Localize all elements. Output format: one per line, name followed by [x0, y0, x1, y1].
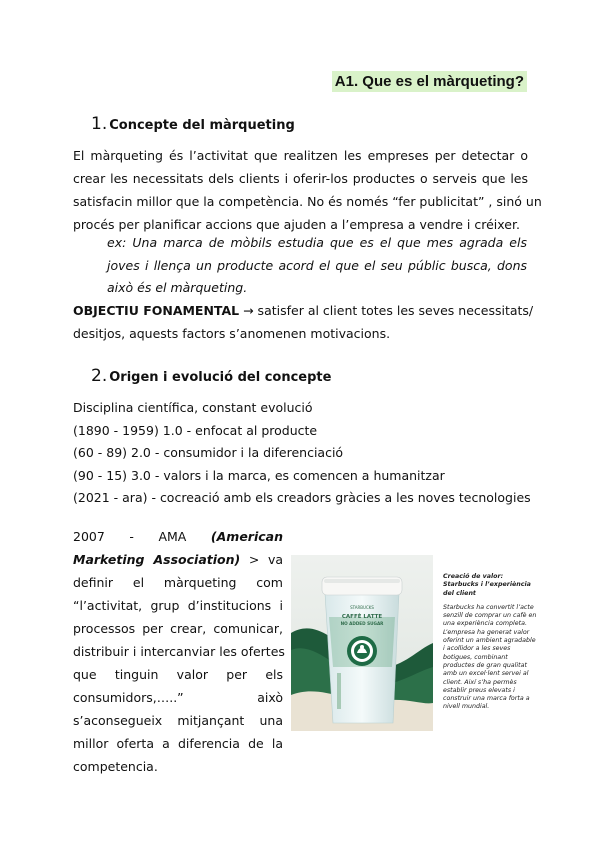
image-caption [443, 573, 538, 712]
ama-line: processos per crear, comunicar, [73, 621, 283, 636]
example-line: això és el màrqueting. [107, 280, 248, 295]
objective-text-1: → satisfer al client totes les seves necessitats/ [239, 303, 534, 318]
para-line: crear les necessitats dels clients i oferir-los productes o serveis que les [73, 171, 528, 186]
objective-label: OBJECTIU FONAMENTAL [73, 303, 240, 318]
section-1-paragraph [73, 144, 542, 236]
section-1-number: 1. [91, 114, 108, 134]
section-1-title: Concepte del màrqueting [109, 118, 295, 133]
caption-title: Creació de valor: Starbucks i l’experiència del client [443, 573, 531, 597]
ama-line [73, 548, 283, 571]
ama-line: millor oferta a diferencia de la [73, 736, 283, 751]
ama-line: “l’activitat, grup d’institucions i [73, 598, 283, 613]
ama-line [73, 525, 283, 548]
ama-bold-1: (American [210, 529, 283, 544]
ama-year-text: 2007 - AMA [73, 529, 211, 544]
page-title: A1. Que es el màrqueting? [332, 71, 527, 92]
cup-sugar-text: NO ADDED SUGAR [340, 621, 384, 626]
list-item: (90 - 15) 3.0 - valors i la marca, es comencen a humanitzar [73, 467, 445, 483]
example-line: joves i llença un producte acord el que el seu públic busca, dons [107, 257, 527, 273]
objective-text-2: desitjos, aquests factors s’anomenen motivacions. [73, 326, 391, 341]
ama-post: > va [240, 552, 284, 567]
ama-definition [73, 525, 283, 778]
example-block [107, 232, 527, 300]
list-item: (2021 - ara) - cocreació amb els creadors gràcies a les noves tecnologies [73, 490, 531, 505]
list-item: (1890 - 1959) 1.0 - enfocat al producte [73, 422, 318, 438]
ama-line: consumidors,…..” això [73, 690, 283, 705]
ama-line: s’aconsegueix mitjançant una [73, 713, 283, 728]
objective-paragraph [73, 299, 534, 345]
example-line: ex: Una marca de mòbils estudia que es el que mes agrada els [107, 235, 527, 250]
section-1-heading [91, 114, 295, 134]
ama-line: que tinguin valor per els [73, 667, 283, 682]
para-line: procés per planificar accions que ajuden a l’empresa a vendre i créixer. [73, 217, 520, 232]
para-line: satisfacin millor que la competència. No és només “fer publicitat” , sinó un [73, 194, 542, 209]
cup-brand-text: STARBUCKS [350, 605, 374, 610]
starbucks-product-image [291, 555, 433, 731]
evolution-list [73, 397, 531, 510]
section-2-number: 2. [91, 366, 108, 386]
section-2-heading [91, 366, 331, 386]
ama-line: distribuir i intercanviar les ofertes [73, 644, 285, 659]
starbucks-cup-illustration [291, 555, 433, 731]
ama-line: competencia. [73, 759, 158, 774]
cup-product-text: CAFFÈ LATTE [341, 614, 383, 620]
caption-body: Starbucks ha convertit l’acte senzill de comprar un cafè en una experiència completa. L’empresa ha generat valor oferint un ambient agradable i acollidor a les seves botigues, combinant productes de gran qualitat amb un excel·lent servei al client. Així s’ha permès establir preus elevats i construir una marca forta a nivell mundial. [443, 603, 537, 711]
list-item: (60 - 89) 2.0 - consumidor i la diferenciació [73, 445, 344, 460]
objective-line-1 [73, 299, 534, 322]
para-line: El màrqueting és l’activitat que realitzen les empreses per detectar o [73, 148, 528, 163]
section-2-title: Origen i evolució del concepte [109, 370, 332, 385]
list-item: Disciplina científica, constant evolució [73, 400, 313, 415]
ama-bold-2: Marketing Association) [73, 552, 241, 567]
ama-line: definir el màrqueting com [73, 575, 283, 590]
